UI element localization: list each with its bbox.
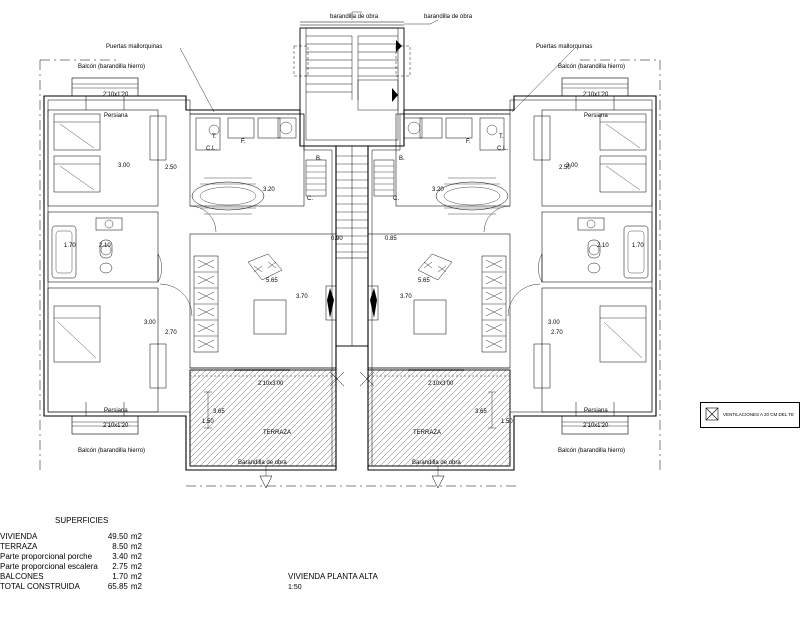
barandilla-obra-top-right: barandilla de obra [424,14,473,20]
living-right-dim-b: 5.65 [418,278,430,284]
balcon-barandilla-right-bot: Balcón (barandilla hierro) [558,448,626,454]
legend-row-unit: m2 [130,542,142,551]
legend-row-value: 49.50 [107,532,128,541]
bed-right-top-w: 3.00 [566,163,578,169]
legend-row-label: Parte proporcional escalera [0,562,98,571]
puertas-mallorquinas-right: Puertas mallorquinas [536,44,593,50]
bed-left-bot-h: 2.70 [165,330,177,336]
legend-row-unit: m2 [130,572,142,581]
legend-row-value: 1.70 [112,572,128,581]
legend-row [0,572,142,582]
legend-row [0,562,142,572]
window-dim-left-bot: 2'10x1'20 [103,423,129,429]
legend-row-label: BALCONES [0,572,44,581]
terraza-left-small: 1.50 [202,419,214,425]
kitchen-left-dim: 3.20 [263,187,275,193]
terraza-right-width: 2'10x3'00 [428,381,454,387]
appliance-f-right: F. [466,139,471,145]
barandilla-obra-bottom-right: Barandilla de obra [412,460,461,466]
legend-row-unit: m2 [130,532,142,541]
corridor-right-dim: 0.85 [385,236,397,242]
terraza-left-width: 2'10x3'00 [258,381,284,387]
appliance-cl-left: C.L. [206,146,218,152]
appliance-b-left: B. [316,156,322,162]
bed-right-bot-h: 2.70 [551,330,563,336]
living-left-dim-a: 3.70 [296,294,308,300]
legend-row-value: 3.40 [112,552,128,561]
living-left-dim-b: 5.65 [266,278,278,284]
barandilla-obra-bottom-left: Barandilla de obra [238,460,287,466]
bath-left-dim-w: 2.10 [99,243,111,249]
appliance-c-right: C. [393,196,399,202]
terraza-right-small: 1.50 [501,419,513,425]
window-dim-right-top: 2'10x1'20 [583,92,609,98]
window-dim-left-top: 2'10x1'20 [103,92,129,98]
bed-right-bot-w: 3.00 [548,320,560,326]
terraza-left-label: TERRAZA [263,430,292,436]
legend-row [0,542,142,552]
drawing-scale: 1:50 [288,584,302,591]
terraza-right-label: TERRAZA [413,430,442,436]
legend-row-unit: m2 [130,582,142,591]
bed-right-top-h: 2.50 [559,165,571,171]
legend-row-label: Parte proporcional porche [0,552,93,561]
legend-row [0,532,142,542]
persiana-left-bot: Persiana [104,408,128,414]
legend-row [0,582,142,592]
legend-row-label: VIVIENDA [0,532,38,541]
persiana-right-bot: Persiana [584,408,608,414]
legend-row-unit: m2 [130,552,142,561]
puertas-mallorquinas-left: Puertas mallorquinas [106,44,163,50]
bath-right-dim-h: 1.70 [632,243,644,249]
terraza-left-depth: 3.65 [213,409,225,415]
legend-row [0,552,142,562]
persiana-right-top: Persiana [584,113,608,119]
legend-row-label: TERRAZA [0,542,38,551]
legend-row-value: 8.50 [112,542,128,551]
bath-left-dim-h: 1.70 [64,243,76,249]
drawing-title: VIVIENDA PLANTA ALTA [288,572,378,581]
persiana-left-top: Persiana [104,113,128,119]
living-right-dim-a: 3.70 [400,294,412,300]
ventilation-note-text: VENTILACIONES A 20 CM DEL TE [723,412,795,417]
legend-row-unit: m2 [130,562,142,571]
balcon-barandilla-left-bot: Balcón (barandilla hierro) [78,448,146,454]
corridor-left-dim: 0.90 [331,236,343,242]
bath-right-dim-w: 2.10 [597,243,609,249]
terraza-right-depth: 3.65 [475,409,487,415]
bed-left-top-h: 2.50 [165,165,177,171]
bed-left-bot-w: 3.00 [144,320,156,326]
legend-row-label: TOTAL CONSTRUIDA [0,582,80,591]
balcon-barandilla-right-top: Balcón (barandilla hierro) [558,64,626,70]
appliance-c-left: C. [307,196,313,202]
appliance-t-left: T. [212,134,217,140]
appliance-b-right: B. [399,156,405,162]
bed-left-top-w: 3.00 [118,163,130,169]
appliance-cl-right: C.L. [497,146,509,152]
ventilation-note-box [700,402,800,428]
legend-table [0,532,142,592]
appliance-f-left: F. [241,139,246,145]
window-dim-right-bot: 2'10x1'20 [583,423,609,429]
kitchen-right-dim: 3.20 [432,187,444,193]
legend-row-value: 2.75 [112,562,128,571]
appliance-t-right: T. [499,134,504,140]
balcon-barandilla-left-top: Balcón (barandilla hierro) [78,64,146,70]
barandilla-obra-top-left: barandilla de obra [330,14,379,20]
legend-title: SUPERFICIES [55,516,109,525]
legend-row-value: 65.85 [107,582,128,591]
drawing-caption [288,572,378,591]
